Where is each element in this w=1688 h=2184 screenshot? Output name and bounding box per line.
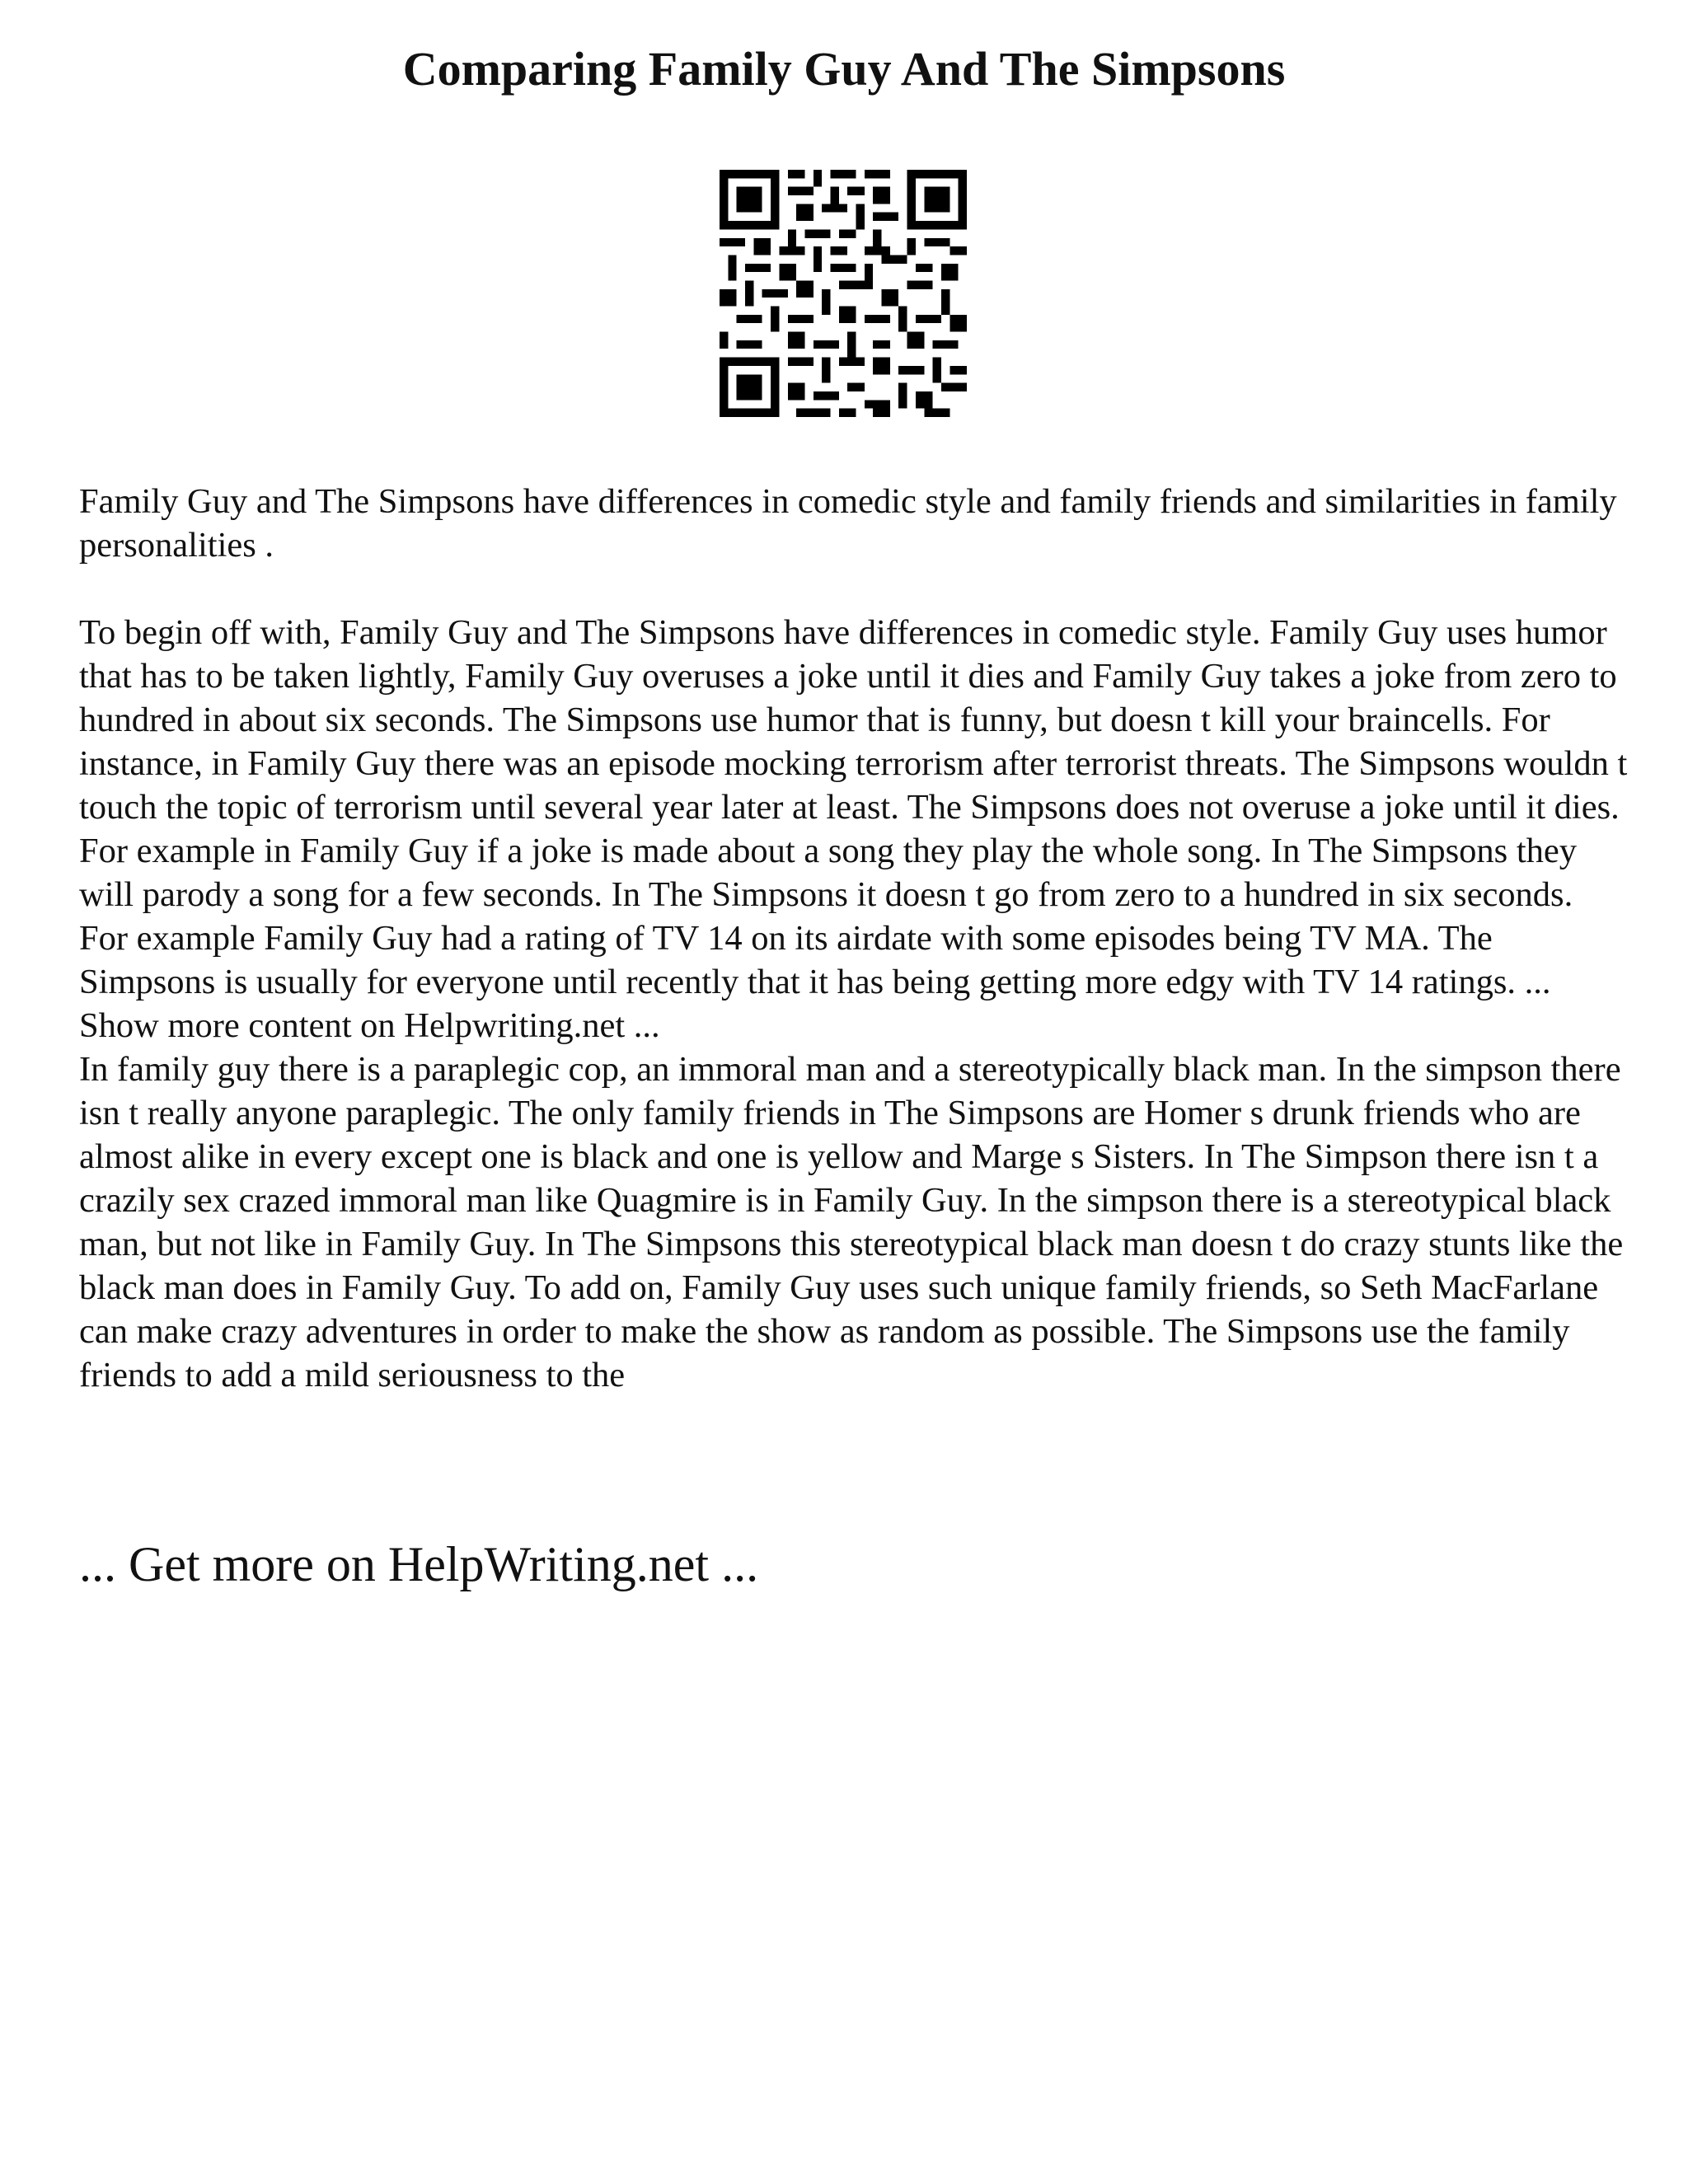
qr-code-icon bbox=[720, 170, 967, 417]
document-title: Comparing Family Guy And The Simpsons bbox=[402, 42, 1286, 96]
article-body bbox=[79, 480, 1629, 1397]
intro-paragraph: Family Guy and The Simpsons have differences in comedic style and family friends and similarities in family personalities . bbox=[79, 482, 1617, 565]
helpwriting-cta: ... Get more on HelpWriting.net ... bbox=[79, 1537, 759, 1591]
body-paragraph-1: To begin off with, Family Guy and The Simpsons have differences in comedic style. Family Guy uses humor that has to be taken lightly, Family Guy overuses a joke until it dies and Family Guy takes a joke from zero to hundred in about six seconds. The Simpsons use humor that is funny, but doesn t kill your braincells. For instance, in Family Guy there was an episode mocking terrorism after terrorist threats. The Simpsons wouldn t touch the topic of terrorism until several year later at least. The Simpsons does not overuse a joke until it dies. For example in Family Guy if a joke is made about a song they play the whole song. In The Simpsons they will parody a song for a few seconds. In The Simpsons it doesn t go from zero to a hundred in six seconds. For example Family Guy had a rating of TV 14 on its airdate with some episodes being TV MA. The Simpsons is usually for everyone until recently that it has being getting more edgy with TV 14 ratings. ... Show more content on Helpwriting.net ... bbox=[79, 613, 1628, 1045]
body-paragraph-2: In family guy there is a paraplegic cop, an immoral man and a stereotypically black man. In the simpson there isn t really anyone paraplegic. The only family friends in The Simpsons are Homer s drunk friends who are almost alike in every except one is black and one is yellow and Marge s Sisters. In The Simpson there isn t a crazily sex crazed immoral man like Quagmire is in Family Guy. In the simpson there is a stereotypical black man, but not like in Family Guy. In The Simpsons this stereotypical black man doesn t do crazy stunts like the black man does in Family Guy. To add on, Family Guy uses such unique family friends, so Seth MacFarlane can make crazy adventures in order to make the show as random as possible. The Simpsons use the family friends to add a mild seriousness to the bbox=[79, 1050, 1624, 1394]
